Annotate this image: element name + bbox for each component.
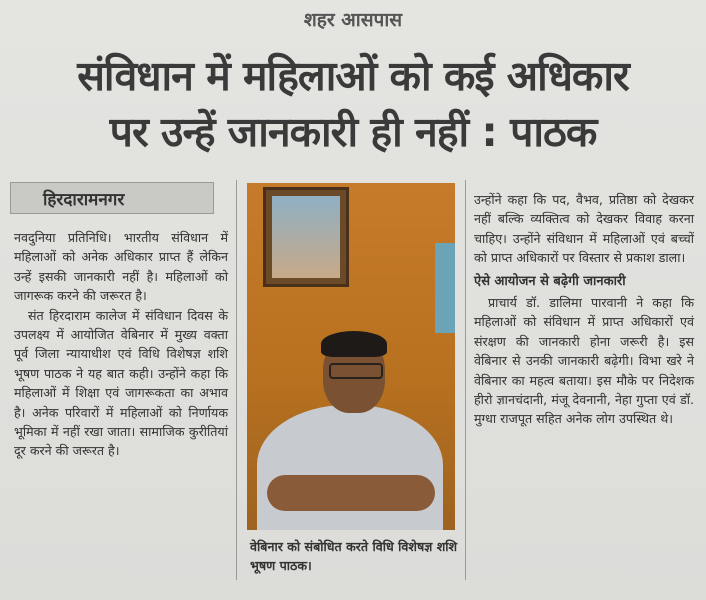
dateline-box xyxy=(10,182,214,214)
left-column xyxy=(14,228,228,461)
speaker-arms xyxy=(267,475,435,511)
speaker-body xyxy=(257,405,443,530)
subheading: ऐसे आयोजन से बढ़ेगी जानकारी xyxy=(474,273,626,289)
speaker-hair xyxy=(321,331,387,357)
column-rule-left xyxy=(236,180,237,580)
headline-line-2: पर उन्हें जानकारी ही नहीं : पाठक xyxy=(109,108,597,156)
right-paragraph-2: प्राचार्य डॉ. डालिमा पारवानी ने कहा कि महिलाओं को संविधान में प्राप्त अधिकारों एवं संरक्षण की जानकारी होना जरूरी है। इस वेबिनार से उनकी जानकारी बढ़ेगी। विभा खरे ने वेबिनार का महत्व बताया। इस मौके पर निदेशक हीरो ज्ञानचंदानी, मंजू देवनानी, नेहा गुप्ता एवं डॉ. मुग्धा राजपूत सहित अनेक लोग उपस्थित थे। xyxy=(474,295,694,427)
column-rule-right xyxy=(465,180,466,580)
left-paragraph-2: संत हिरदाराम कालेज में संविधान दिवस के उपलक्ष्य में आयोजित वेबिनार में मुख्य वक्ता पूर्व जिला न्यायाधीश एवं विधि विशेषज्ञ शशि भूषण पाठक ने यह बात कही। उन्होंने कहा कि महिलाओं में शिक्षा एवं जागरूकता का अभाव है। अनेक परिवारों में महिलाओं को निर्णायक भूमिका में नहीं रखा जाता। सामाजिक कुरीतियां दूर करने की जरूरत है। xyxy=(14,307,228,459)
dateline-text: हिरदारामनगर xyxy=(43,190,125,210)
speaker-glasses xyxy=(329,363,383,379)
headline-line-1: संविधान में महिलाओं को कई अधिकार xyxy=(77,52,629,100)
wall-panel xyxy=(435,243,455,333)
section-label: शहर आसपास xyxy=(303,9,403,31)
photo-caption: वेबिनार को संबोधित करते विधि विशेषज्ञ शशि भूषण पाठक। xyxy=(250,539,458,573)
speaker-photo xyxy=(247,183,455,530)
right-column xyxy=(474,190,694,429)
wall-portrait xyxy=(263,187,349,287)
right-paragraph-1: उन्होंने कहा कि पद, वैभव, प्रतिष्ठा को देखकर नहीं बल्कि व्यक्तित्व को देखकर विवाह करना चाहिए। उन्होंने संविधान में महिलाओं एवं बच्चों को प्राप्त अधिकारों पर विस्तार से प्रकाश डाला। xyxy=(474,192,694,266)
left-paragraph-1: नवदुनिया प्रतिनिधि। भारतीय संविधान में महिलाओं को अनेक अधिकार प्राप्त हैं लेकिन उन्हें इसकी जानकारी नहीं है। महिलाओं को जागरूक करने की जरूरत है। xyxy=(14,230,228,304)
